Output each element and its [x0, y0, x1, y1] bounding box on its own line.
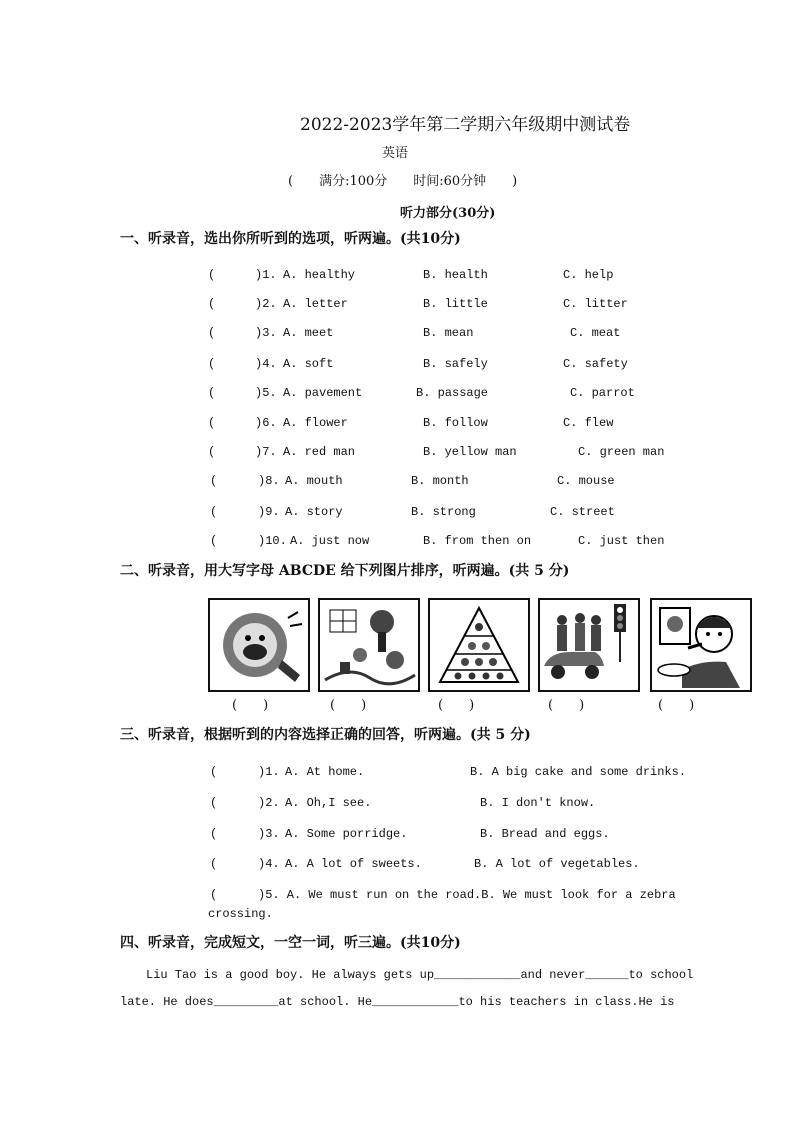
option-a: A. just now [290, 534, 370, 548]
option-b: B. Bread and eggs. [480, 827, 610, 841]
exam-meta: ( 满分:100分 时间:60分钟 ) [288, 174, 518, 189]
answer-paren[interactable]: ( [210, 857, 218, 871]
option-b: B. month [411, 474, 469, 488]
option-a: A. pavement [283, 386, 363, 400]
question-number: )4. [258, 857, 280, 871]
section-2-heading: 二、听录音，用大写字母 ABCDE 给下列图片排序，听两遍。(共 5 分) [120, 563, 570, 579]
boy-brushing-teeth-picture [650, 598, 752, 692]
answer-paren[interactable]: ( [208, 297, 216, 311]
option-c: C. mouse [557, 474, 615, 488]
option-b: B. strong [411, 505, 476, 519]
option-b: B. safely [423, 357, 488, 371]
question-number: )3. [255, 326, 277, 340]
answer-paren[interactable]: ( [208, 386, 216, 400]
answer-paren[interactable]: ( [210, 534, 218, 548]
option-c: C. green man [578, 445, 665, 459]
option-c: C. safety [563, 357, 628, 371]
question-number: )6. [255, 416, 277, 430]
option-b: B. follow [423, 416, 488, 430]
question-number: )2. [255, 297, 277, 311]
section-1-heading: 一、听录音，选出你所听到的选项，听两遍。(共10分) [120, 231, 461, 247]
answer-paren[interactable]: ( [208, 326, 216, 340]
answer-paren[interactable]: ( [210, 827, 218, 841]
answer-paren[interactable]: ( [210, 888, 218, 902]
question-number: )10. [258, 534, 287, 548]
option-b: B. A big cake and some drinks. [470, 765, 687, 779]
option-a: A. healthy [283, 268, 356, 282]
option-b: B. health [423, 268, 488, 282]
exam-subject: 英语 [382, 146, 409, 161]
option-a: A. A lot of sweets. [285, 857, 422, 871]
passage-line-2: late. He does_________at school. He____________to his teachers in class.He is [120, 995, 675, 1009]
section-4-heading: 四、听录音，完成短文，一空一词，听三遍。(共10分) [120, 935, 461, 951]
answer-paren[interactable]: ( [210, 765, 218, 779]
listening-heading: 听力部分(30分) [400, 206, 496, 221]
option-b: B. passage [416, 386, 489, 400]
picture-answer-blank[interactable]: ( ) [330, 698, 367, 713]
option-a: A. red man [283, 445, 356, 459]
picture-answer-blank[interactable]: ( ) [548, 698, 585, 713]
section-3-heading: 三、听录音，根据听到的内容选择正确的回答，听两遍。(共 5 分) [120, 727, 531, 743]
answer-paren[interactable]: ( [210, 474, 218, 488]
option-a: A. story [285, 505, 343, 519]
question-number: )1. [255, 268, 277, 282]
question-5-line-2: crossing. [208, 907, 273, 921]
answer-paren[interactable]: ( [208, 268, 216, 282]
option-b: B. yellow man [423, 445, 517, 459]
traffic-light-street-picture [538, 598, 640, 692]
question-number: )4. [255, 357, 277, 371]
answer-paren[interactable]: ( [208, 357, 216, 371]
picture-answer-blank[interactable]: ( ) [438, 698, 475, 713]
option-b: B. from then on [423, 534, 532, 548]
option-a: A. Oh,I see. [285, 796, 372, 810]
option-b: B. mean [423, 326, 474, 340]
question-number: )3. [258, 827, 280, 841]
question-number: )7. [255, 445, 277, 459]
question-number: )9. [258, 505, 280, 519]
option-a: A. At home. [285, 765, 365, 779]
option-a: A. letter [283, 297, 348, 311]
option-a: A. soft [283, 357, 334, 371]
option-c: C. meat [570, 326, 621, 340]
question-number: )2. [258, 796, 280, 810]
passage-line-1: Liu Tao is a good boy. He always gets up____________and never______to school [146, 968, 694, 982]
picture-answer-blank[interactable]: ( ) [232, 698, 269, 713]
option-a: A. flower [283, 416, 348, 430]
option-c: C. parrot [570, 386, 635, 400]
option-a: A. mouth [285, 474, 343, 488]
option-a: A. Some porridge. [285, 827, 408, 841]
option-a: A. meet [283, 326, 334, 340]
answer-paren[interactable]: ( [210, 505, 218, 519]
answer-paren[interactable]: ( [210, 796, 218, 810]
option-c: C. help [563, 268, 614, 282]
answer-paren[interactable]: ( [208, 445, 216, 459]
lion-dentist-picture [208, 598, 310, 692]
question-number: )5. [255, 386, 277, 400]
question-number: )8. [258, 474, 280, 488]
question-number: )1. [258, 765, 280, 779]
option-c: C. just then [578, 534, 665, 548]
exam-title: 2022-2023学年第二学期六年级期中测试卷 [300, 115, 631, 135]
garden-scene-picture [318, 598, 420, 692]
option-b: B. I don't know. [480, 796, 596, 810]
food-pyramid-picture [428, 598, 530, 692]
answer-paren[interactable]: ( [208, 416, 216, 430]
option-c: C. flew [563, 416, 614, 430]
option-b: B. A lot of vegetables. [474, 857, 640, 871]
option-c: C. litter [563, 297, 628, 311]
option-b: B. little [423, 297, 488, 311]
option-c: C. street [550, 505, 615, 519]
question-5-line-1: )5. A. We must run on the road.B. We must look for a zebra [258, 888, 676, 902]
picture-answer-blank[interactable]: ( ) [658, 698, 695, 713]
